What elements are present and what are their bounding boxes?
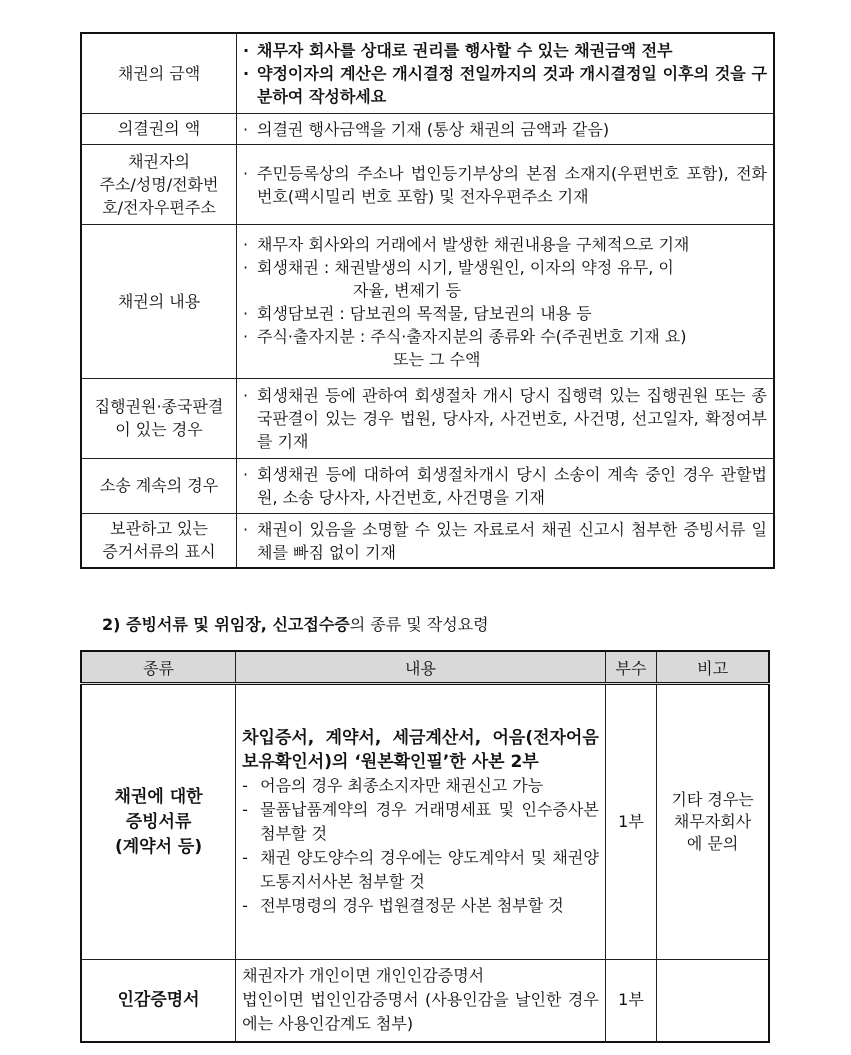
- column-header: 부수: [605, 651, 656, 684]
- row-key: 의결권의 액: [81, 113, 237, 144]
- row-key: 소송 계속의 경우: [81, 458, 237, 513]
- row-value: · 회생채권 등에 대하여 회생절차개시 당시 소송이 계속 중인 경우 관할법원, 소송 당사자, 사건번호, 사건명을 기재: [237, 458, 775, 513]
- row-key: 보관하고 있는 증거서류의 표시: [81, 513, 237, 568]
- row-value: · 채무자 회사를 상대로 권리를 행사할 수 있는 채권금액 전부 · 약정이자의 계산은 개시결정 전일까지의 것과 개시결정일 이후의 것을 구분하여 작성하세요: [237, 33, 775, 113]
- column-header: 내용: [236, 651, 606, 684]
- doc-type: 인감증명서: [81, 960, 236, 1042]
- column-header: 종류: [81, 651, 236, 684]
- table-header-row: [81, 651, 769, 684]
- row-value: · 채권이 있음을 소명할 수 있는 자료로서 채권 신고시 첨부한 증빙서류 일체를 빠짐 없이 기재: [237, 513, 775, 568]
- documents-table: [80, 650, 770, 1043]
- table-row: [81, 513, 774, 568]
- table-row: [81, 458, 774, 513]
- table-row: [81, 684, 769, 960]
- row-value: · 주민등록상의 주소나 법인등기부상의 본점 소재지(우편번호 포함), 전화번호(팩시밀리 번호 포함) 및 전자우편주소 기재: [237, 144, 775, 224]
- doc-copies: 1부: [605, 960, 656, 1042]
- table-row: [81, 33, 774, 113]
- row-value: · 의결권 행사금액을 기재 (통상 채권의 금액과 같음): [237, 113, 775, 144]
- row-value: · 채무자 회사와의 거래에서 발생한 채권내용을 구체적으로 기재 · 회생채권 : 채권발생의 시기, 발생원인, 이자의 약정 유무, 이 자율, 변제기 등 · 회생담보권 : 담보권의 목적물, 담보권의 내용 등 · 주식·출자지분 : 주식·출자지분의 종류와 수(주권번호 기재 요) 또는 그 수액: [237, 224, 775, 378]
- row-key: 채권자의 주소/성명/전화번 호/전자우편주소: [81, 144, 237, 224]
- section-title: 2) 증빙서류 및 위임장, 신고접수증의 종류 및 작성요령: [102, 615, 489, 634]
- column-header: 비고: [657, 651, 769, 684]
- table-row: [81, 224, 774, 378]
- doc-content: 차입증서, 계약서, 세금계산서, 어음(전자어음보유확인서)의 ‘원본확인필’한 사본 2부 - 어음의 경우 최종소지자만 채권신고 가능 - 물품납품계약의 경우 거래명세표 및 인수증사본 첨부할 것 - 채권 양도양수의 경우에는 양도계약서 및 채권양도통지서사본 첨부할 것 - 전부명령의 경우 법원결정문 사본 첨부할 것: [236, 684, 606, 960]
- doc-note: 기타 경우는 채무자회사 에 문의: [657, 684, 769, 960]
- doc-copies: 1부: [605, 684, 656, 960]
- claim-items-table: [80, 32, 775, 569]
- doc-note: [657, 960, 769, 1042]
- table-row: [81, 113, 774, 144]
- doc-type: 채권에 대한 증빙서류 (계약서 등): [81, 684, 236, 960]
- row-key: 채권의 내용: [81, 224, 237, 378]
- row-key: 집행권원·종국판결 이 있는 경우: [81, 378, 237, 458]
- doc-content: 채권자가 개인이면 개인인감증명서 법인이면 법인인감증명서 (사용인감을 날인한 경우에는 사용인감계도 첨부): [236, 960, 606, 1042]
- table-row: [81, 378, 774, 458]
- table-row: [81, 144, 774, 224]
- table-row: [81, 960, 769, 1042]
- row-key: 채권의 금액: [81, 33, 237, 113]
- row-value: · 회생채권 등에 관하여 회생절차 개시 당시 집행력 있는 집행권원 또는 종국판결이 있는 경우 법원, 당사자, 사건번호, 사건명, 선고일자, 확정여부를 기재: [237, 378, 775, 458]
